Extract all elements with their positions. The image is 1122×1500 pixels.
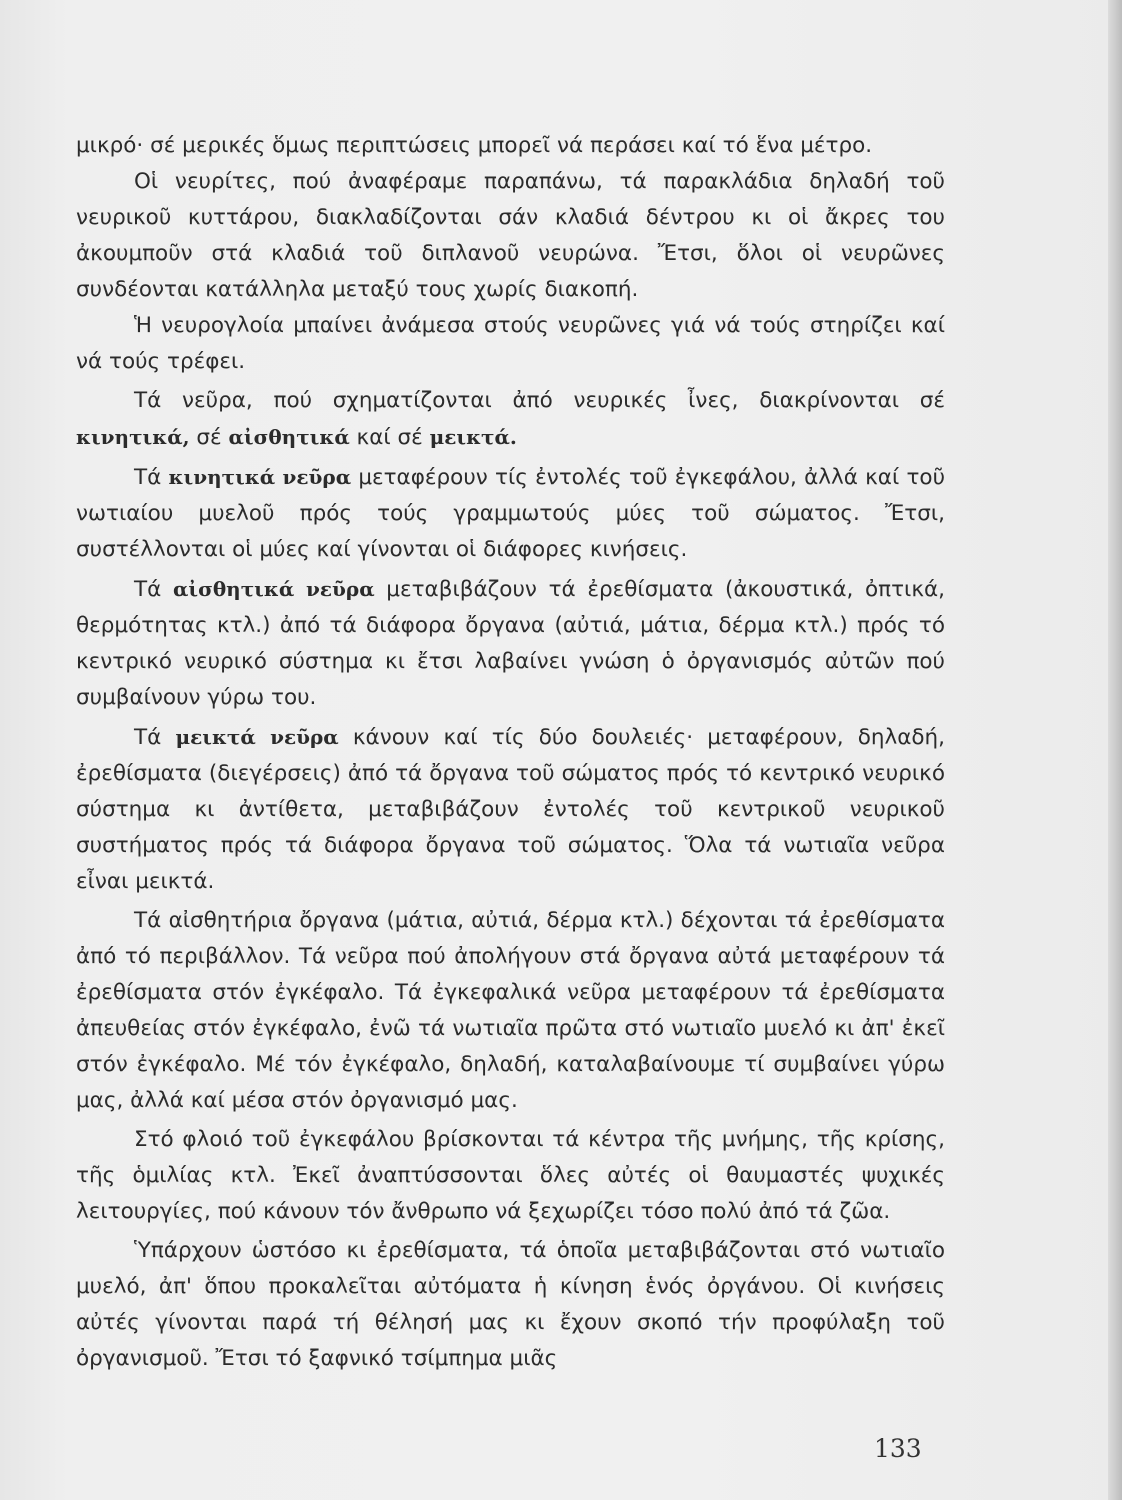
bold-term: αἰσθητικά νεῦρα — [173, 577, 375, 601]
text-segment: Τά αἰσθητήρια ὄργανα (μάτια, αὐτιά, δέρμα κτλ.) δέχονται τά ἐρεθίσματα ἀπό τό περιβάλλον. Τά νεῦρα πού ἀπολήγουν στά ὄργανα αὐτά μεταφέρουν τά ἐρεθίσματα στόν ἐγκέφαλο. Τά ἐγκεφαλικά νεῦρα μεταφέρουν τά ἐρεθίσματα ἀπευθείας στόν ἐγκέφαλο, ἐνῶ τά νωτιαῖα πρῶτα στό νωτιαῖο μυελό κι ἀπ' ἐκεῖ στόν ἐγκέφαλο. Μέ τόν ἐγκέφαλο, δηλαδή, καταλαβαίνουμε τί συμβαίνει γύρω μας, ἀλλά καί μέσα στόν ὀργανισμό μας. — [76, 908, 945, 1113]
text-segment: μεταφέρουν τίς ἐντολές τοῦ ἐγκεφάλου, ἀλλά καί τοῦ νωτιαίου μυελοῦ πρός τούς γραμμωτούς μύες τοῦ σώματος. Ἔτσι, συστέλλονται οἱ μύες καί γίνονται οἱ διάφορες κινήσεις. — [76, 465, 946, 562]
text-segment: Τά — [134, 465, 169, 490]
text-segment: Οἱ νευρίτες, πού ἀναφέραμε παραπάνω, τά παρακλάδια δηλαδή τοῦ νευρικοῦ κυττάρου, διακλαδίζονται σάν κλαδιά δέντρου κι οἱ ἄκρες του ἀκουμποῦν στά κλαδιά τοῦ διπλανοῦ νευρώνα. Ἔτσι, ὅλοι οἱ νευρῶνες συνδέονται κατάλληλα μεταξύ τους χωρίς διακοπή. — [76, 169, 945, 302]
bold-term: αἰσθητικά — [228, 425, 350, 449]
text-segment: μικρό· σέ μερικές ὅμως περιπτώσεις μπορεῖ νά περάσει καί τό ἕνα μέτρο. — [76, 133, 873, 158]
text-segment: κάνουν καί τίς δύο δουλειές· μεταφέρουν, δηλαδή, ἐρεθίσματα (διεγέρσεις) ἀπό τά ὄργανα τοῦ σώματος πρός τό κεντρικό νευρικό σύστημα κι ἀντίθετα, μεταβιβάζουν ἐντολές τοῦ κεντρικοῦ νευρικοῦ συστήματος πρός τά διάφορα ὄργανα τοῦ σώματος. Ὅλα τά νωτιαῖα νεῦρα εἶναι μεικτά. — [76, 725, 946, 894]
paragraph — [76, 1122, 945, 1230]
paragraph — [76, 719, 945, 900]
bold-term: κινητικά, — [76, 425, 190, 449]
text-segment: Τά — [134, 725, 176, 750]
text-segment: Ἡ νευρογλοία μπαίνει ἀνάμεσα στούς νευρῶνες γιά νά τούς στηρίζει καί νά τούς τρέφει. — [76, 313, 945, 374]
paragraph — [76, 903, 945, 1119]
body-text — [76, 128, 945, 1377]
text-segment: καί σέ — [349, 425, 430, 450]
bold-term: μεικτά. — [429, 425, 517, 449]
text-segment: Τά νεῦρα, πού σχηματίζονται ἀπό νευρικές ἶνες, διακρίνονται σέ — [134, 388, 945, 413]
paragraph — [76, 128, 945, 164]
paragraph — [76, 308, 945, 380]
page-edge-shadow — [1108, 0, 1122, 1500]
paragraph — [76, 164, 945, 308]
paragraph — [76, 383, 945, 456]
text-segment: Τά — [134, 577, 173, 602]
paragraph — [76, 459, 945, 568]
paragraph — [76, 571, 945, 716]
text-segment: σέ — [189, 425, 229, 450]
text-segment: Στό φλοιό τοῦ ἐγκεφάλου βρίσκονται τά κέντρα τῆς μνήμης, τῆς κρίσης, τῆς ὁμιλίας κτλ. Ἐκεῖ ἀναπτύσσονται ὅλες αὐτές οἱ θαυμαστές ψυχικές λειτουργίες, πού κάνουν τόν ἄνθρωπο νά ξεχωρίζει τόσο πολύ ἀπό τά ζῶα. — [76, 1127, 945, 1224]
bold-term: μεικτά νεῦρα — [175, 725, 339, 749]
page-number: 133 — [874, 1434, 922, 1463]
text-segment: μεταβιβάζουν τά ἐρεθίσματα (ἀκουστικά, ὀπτικά, θερμότητας κτλ.) ἀπό τά διάφορα ὄργανα (αὐτιά, μάτια, δέρμα κτλ.) πρός τό κεντρικό νευρικό σύστημα κι ἔτσι λαβαίνει γνώση ὁ ὀργανισμός αὐτῶν πού συμβαίνουν γύρω του. — [76, 577, 946, 710]
bold-term: κινητικά νεῦρα — [168, 465, 352, 489]
text-segment: Ὑπάρχουν ὡστόσο κι ἐρεθίσματα, τά ὁποῖα μεταβιβάζονται στό νωτιαῖο μυελό, ἀπ' ὅπου προκαλεῖται αὐτόματα ἡ κίνηση ἑνός ὀργάνου. Οἱ κινήσεις αὐτές γίνονται παρά τή θέλησή μας κι ἔχουν σκοπό τήν προφύλαξη τοῦ ὀργανισμοῦ. Ἔτσι τό ξαφνικό τσίμπημα μιᾶς — [76, 1238, 945, 1371]
paragraph — [76, 1233, 945, 1377]
